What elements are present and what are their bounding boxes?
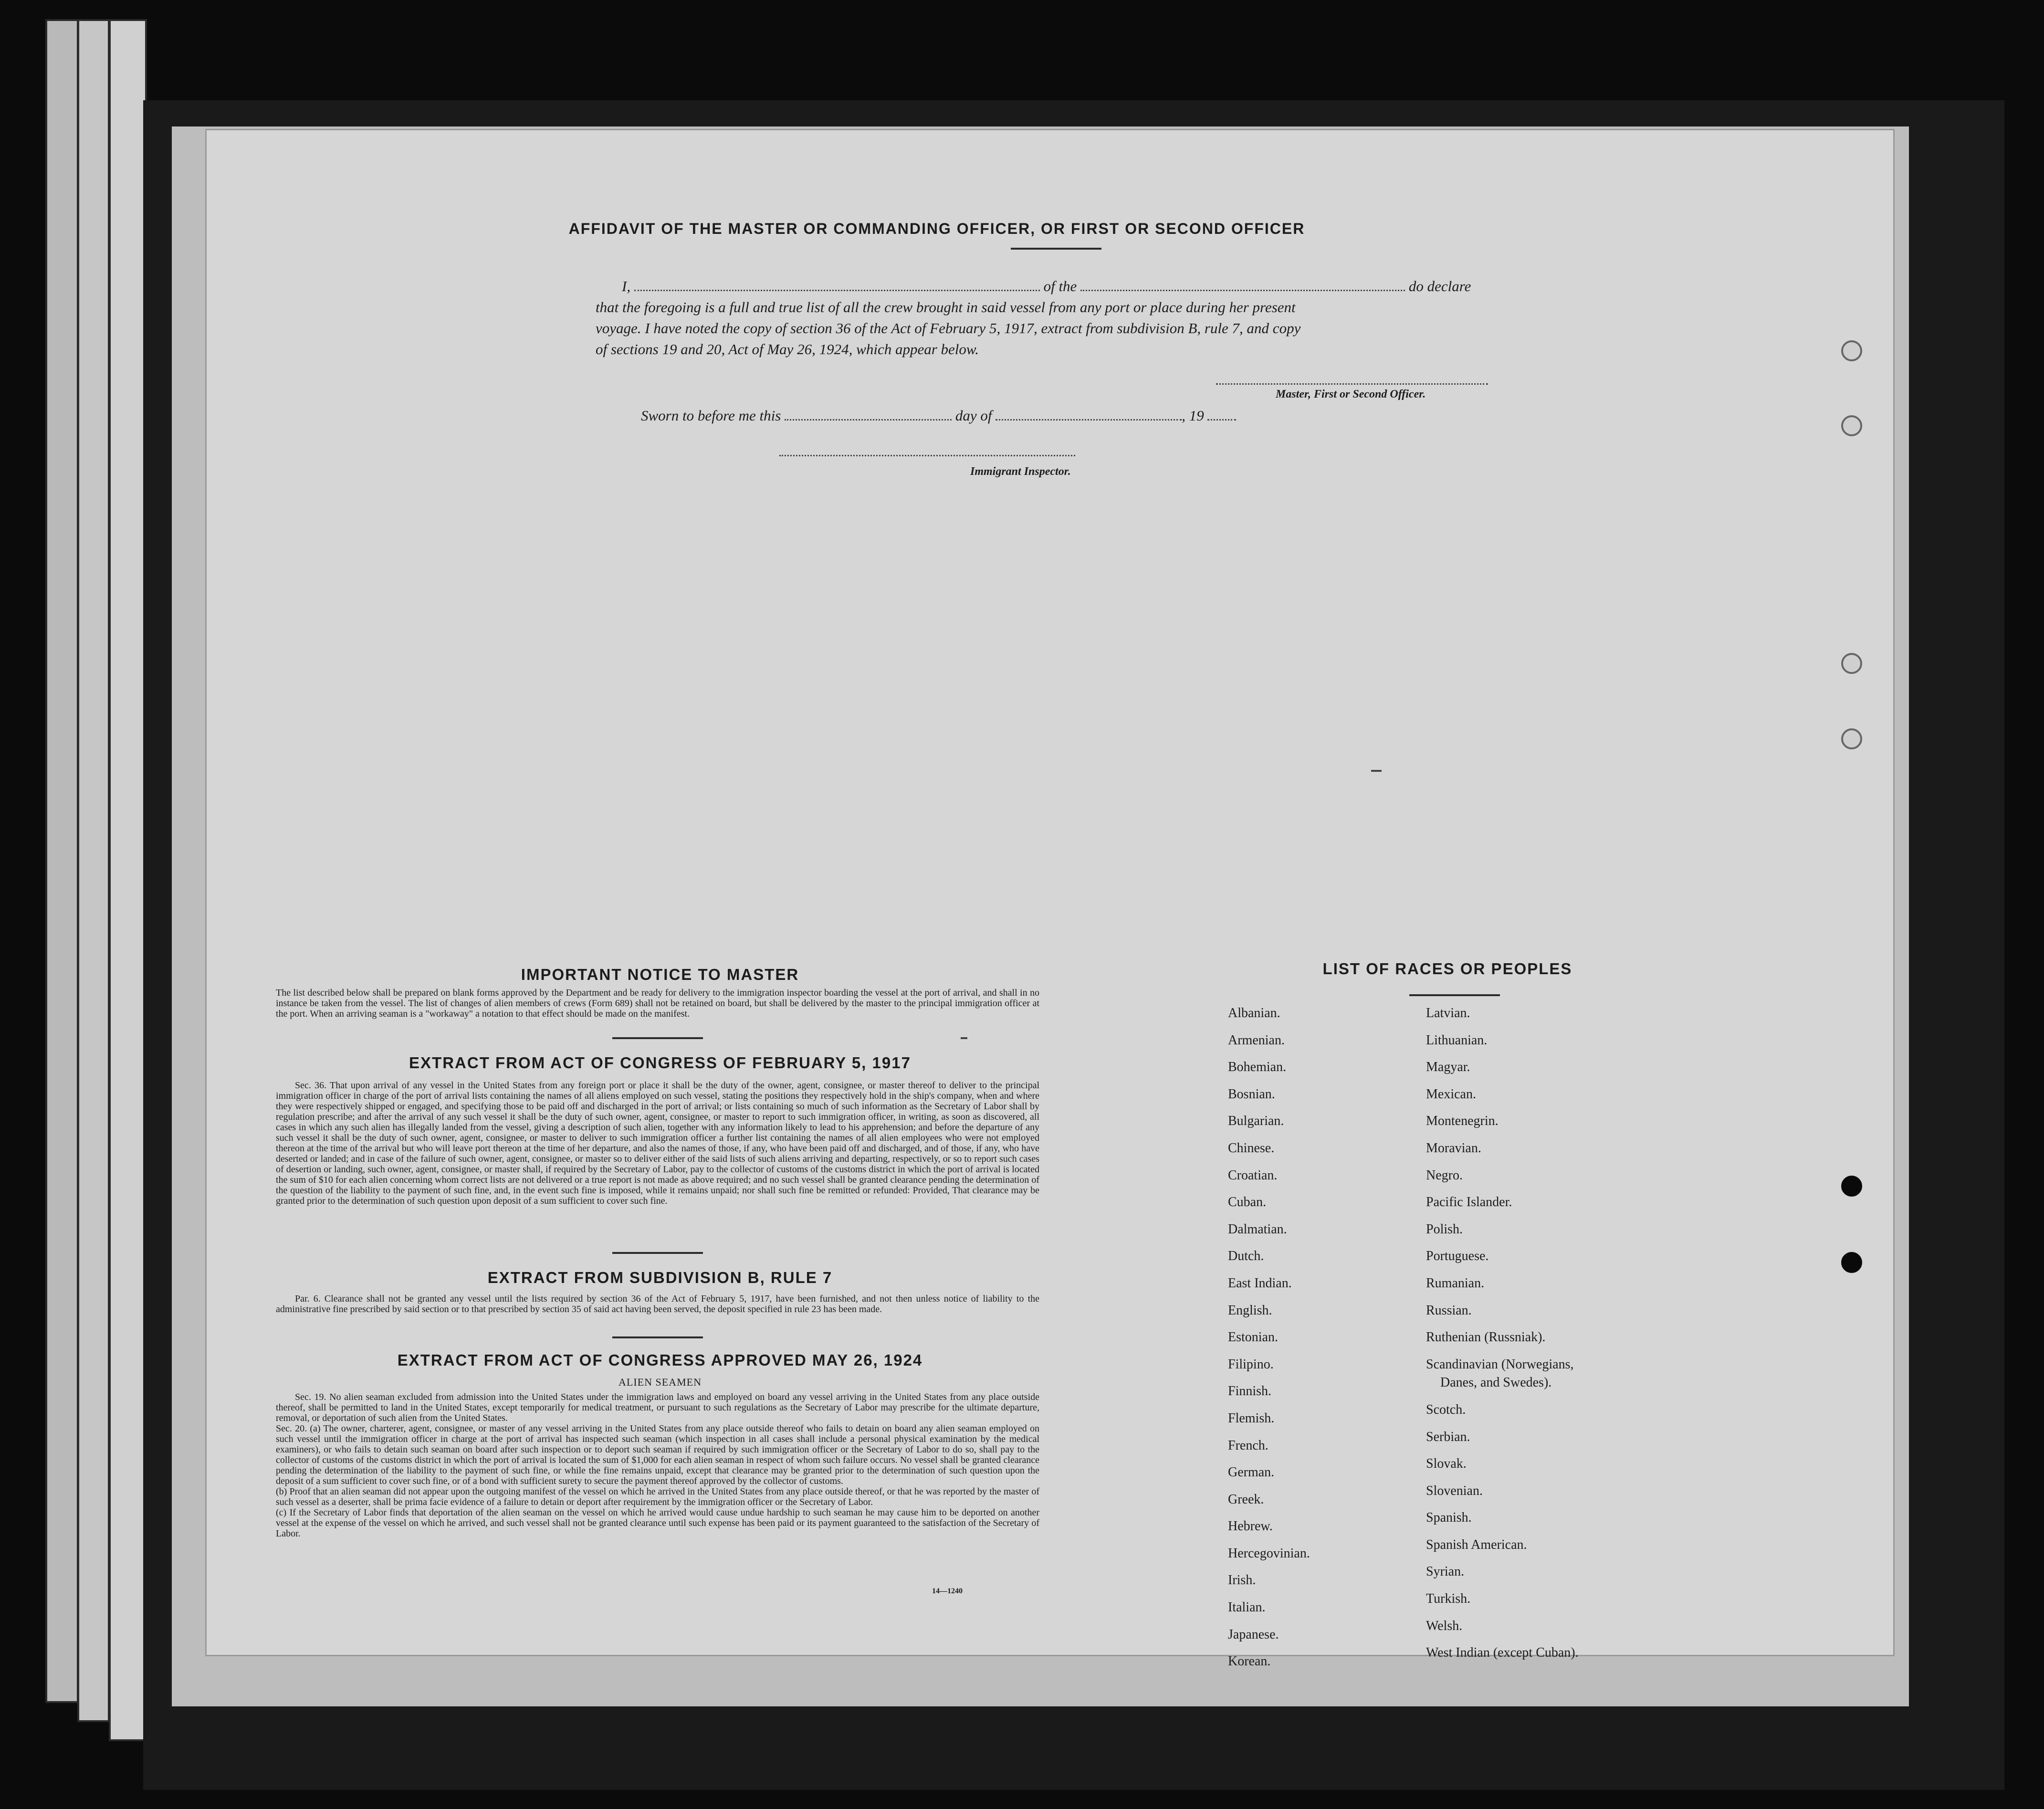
races-right-column bbox=[1426, 1000, 1665, 1667]
extract-rule7-body: Par. 6. Clearance shall not be granted any vessel until the lists required by section 36 of the Act of February 5, 1917, have been furnished, and not then unless notice of liability to the administrative fine prescribed by said section or to that prescribed by section 35 of said act having been served, the deposit specified in rule 23 has been made. bbox=[276, 1294, 1039, 1315]
race-item: Portuguese. bbox=[1426, 1249, 1489, 1264]
race-item: Bosnian. bbox=[1228, 1086, 1275, 1102]
race-item: Bohemian. bbox=[1228, 1060, 1287, 1075]
affidavit-divider bbox=[1011, 248, 1101, 250]
affidavit-line: that the foregoing is a full and true list of all the crew brought in said vessel from any port or place during her present bbox=[596, 299, 1296, 316]
affidavit-line: of sections 19 and 20, Act of May 26, 1924, which appear below. bbox=[596, 341, 979, 358]
race-item: Scotch. bbox=[1426, 1402, 1466, 1417]
race-item: Korean. bbox=[1228, 1654, 1271, 1669]
name-blank[interactable] bbox=[634, 290, 1040, 291]
race-item: Chinese. bbox=[1228, 1140, 1275, 1156]
year-label: , 19 bbox=[1182, 407, 1204, 424]
race-item: Filipino. bbox=[1228, 1357, 1274, 1372]
races-title: LIST OF RACES OR PEOPLES bbox=[1322, 960, 1572, 978]
race-item: German. bbox=[1228, 1465, 1275, 1480]
sworn-label: Sworn to before me this bbox=[641, 407, 781, 424]
extract-1917-title: EXTRACT FROM ACT OF CONGRESS OF FEBRUARY 5, 1917 bbox=[409, 1054, 911, 1072]
sworn-line bbox=[641, 407, 1236, 424]
race-item: Scandinavian (Norwegians, bbox=[1426, 1357, 1574, 1372]
race-item: Estonian. bbox=[1228, 1330, 1278, 1345]
race-item: Hercegovinian. bbox=[1228, 1546, 1310, 1561]
notice-body: The list described below shall be prepared on blank forms approved by the Department and be ready for delivery to the immigration inspector boarding the vessel at the port of arrival, and shall in no instance be taken from the vessel. The list of changes of alien members of crews (Form 689) shall not be retained on board, but shall be delivered by the master to the principal immigration officer at the port. When an arriving seaman is a "workaway" a notation to that effect should be made on the manifest. bbox=[276, 988, 1039, 1019]
signature-line[interactable] bbox=[1216, 383, 1488, 385]
race-item: Magyar. bbox=[1426, 1060, 1470, 1075]
inspector-label: Immigrant Inspector. bbox=[970, 465, 1071, 478]
race-item: Croatian. bbox=[1228, 1167, 1278, 1183]
binder-hole bbox=[1841, 340, 1862, 361]
inspector-signature-line[interactable] bbox=[779, 455, 1075, 456]
binder-hole bbox=[1841, 1176, 1862, 1197]
extract-1924-body: Sec. 19. No alien seaman excluded from admission into the United States under the immigration laws and employed on board any vessel arriving in the United States from any place outside thereof, shall be permitted to land in the United States, except temporarily for medical treatment, or pursuant to such regulations as the Secretary of Labor may prescribe for the ultimate departure, removal, or deportation of such alien from the United States. Sec. 20. (a) The owner, charterer, agent, consignee, or master of any vessel arriving in the United States from any place outside thereof who fails to detain on board any alien seaman employed on such vessel until the immigration officer in charge at the port of arrival has inspected such seaman (which inspection in all cases shall include a personal physical examination by the medical examiners), or who fails to detain such seaman on board after such inspection or to deport such seaman if required by such immigration officer or the Secretary of Labor to do so, shall pay to the collector of customs of the customs district in which the port of arrival is located the sum of $1,000 for each alien seaman in respect of whom such failure occurs. No vessel shall be granted clearance pending the determination of the liability to the payment of such fine, or while the fine remains unpaid, except that clearance may be granted prior to the determination of such question upon the deposit of a sum sufficient to cover such fine, or of a bond with sufficient surety to secure the payment thereof approved by the collector of customs. (b) Proof that an alien seaman did not appear upon the outgoing manifest of the vessel on which he arrived in the United States from any place outside thereof, or that he was reported by the master of such vessel as a deserter, shall be prima facie evidence of a failure to detain or deport after requirement by the immigration officer or the Secretary of Labor. (c) If the Secretary of Labor finds that deportation of the alien seaman on the vessel on which he arrived would cause undue hardship to such seaman he may cause him to be deported on another vessel at the expense of the vessel on which he arrived, and such vessel shall not be granted clearance until such expense has been paid or its payment guaranteed to the satisfaction of the Secretary of Labor. bbox=[276, 1392, 1039, 1539]
document-page bbox=[205, 129, 1895, 1669]
binder-hole bbox=[1841, 1252, 1862, 1273]
race-item: Moravian. bbox=[1426, 1140, 1481, 1156]
race-item: Irish. bbox=[1228, 1573, 1256, 1588]
race-item: Bulgarian. bbox=[1228, 1114, 1284, 1129]
race-item: Welsh. bbox=[1426, 1618, 1463, 1633]
race-item: Turkish. bbox=[1426, 1591, 1471, 1607]
binder-hole bbox=[1841, 653, 1862, 674]
race-item: Hebrew. bbox=[1228, 1519, 1273, 1534]
scan-mark bbox=[1371, 770, 1382, 772]
vessel-blank[interactable] bbox=[1080, 290, 1405, 291]
race-item: Latvian. bbox=[1426, 1006, 1470, 1020]
sworn-day-blank[interactable] bbox=[785, 419, 952, 421]
notice-divider bbox=[612, 1037, 703, 1039]
race-item: Spanish American. bbox=[1426, 1537, 1527, 1552]
of-the-label: of the bbox=[1043, 278, 1077, 294]
race-item: Montenegrin. bbox=[1426, 1114, 1499, 1129]
races-left-column bbox=[1228, 1000, 1419, 1675]
extract-1917-divider bbox=[612, 1252, 703, 1254]
signature-label: Master, First or Second Officer. bbox=[1276, 388, 1426, 400]
races-divider bbox=[1409, 994, 1500, 996]
binder-hole bbox=[1841, 728, 1862, 749]
do-declare-label: do declare bbox=[1408, 278, 1471, 294]
race-item: Mexican. bbox=[1426, 1086, 1476, 1102]
notice-title: IMPORTANT NOTICE TO MASTER bbox=[521, 966, 799, 983]
race-item: East Indian. bbox=[1228, 1275, 1292, 1291]
race-item: Danes, and Swedes). bbox=[1440, 1375, 1552, 1390]
race-item: West Indian (except Cuban). bbox=[1426, 1645, 1579, 1661]
binder-strip bbox=[109, 19, 147, 1741]
race-item: Rumanian. bbox=[1426, 1275, 1485, 1291]
affidavit-text bbox=[596, 276, 1550, 360]
race-item: Japanese. bbox=[1228, 1627, 1279, 1642]
scan-mark bbox=[961, 1037, 967, 1039]
race-item: Flemish. bbox=[1228, 1410, 1275, 1426]
i-label: I, bbox=[622, 278, 631, 294]
race-item: Polish. bbox=[1426, 1221, 1463, 1237]
sworn-month-blank[interactable] bbox=[996, 419, 1182, 421]
extract-rule7-title: EXTRACT FROM SUBDIVISION B, RULE 7 bbox=[487, 1269, 833, 1286]
extract-1917-body: Sec. 36. That upon arrival of any vessel in the United States from any foreign port or place it shall be the duty of the owner, agent, consignee, or master thereof to deliver to the principal immigration officer in charge of the port of arrival lists containing the names of all aliens employed on such vessel, stating the positions they respectively hold in the ship's company, when and where they were respectively shipped or engaged, and specifying those to be paid off and discharged in the port of arrival; or lists containing so much of such information as the Secretary of Labor shall by regulation prescribe; and after the arrival of any such vessel it shall be the duty of such owner, agent, consignee, or master to report to such immigration officer, in writing, as soon as discovered, all cases in which any such alien has illegally landed from the vessel, giving a description of such alien, together with any information likely to lead to his apprehension; and before the departure of any such vessel it shall be the duty of such owner, agent, consignee, or master to deliver to such immigration officer a further list containing the names of all alien employees who were not employed thereon at the time of the arrival but who will leave port thereon at the time of her departure, and also the names of those, if any, who have been paid off and discharged, and of those, if any, who have deserted or landed; and in case of the failure of such owner, agent, consignee, or master so to deliver either of the said lists of such aliens arriving and departing, respectively, or so to report such cases of desertion or landing, such owner, agent, consignee, or master shall, if required by the Secretary of Labor, pay to the collector of customs of the customs district in which the port of arrival is located the sum of $10 for each alien concerning whom correct lists are not delivered or a true report is not made as above required; and no such vessel shall be granted clearance pending the determination of the question of the liability to the payment of such fine, and, in the event such fine is imposed, while it remains unpaid; nor shall such fine be remitted or refunded: Provided, That clearance may be granted prior to the determination of such question upon deposit of a sum sufficient to cover such fine. bbox=[276, 1080, 1039, 1206]
extract-1924-subtitle: ALIEN SEAMEN bbox=[618, 1376, 702, 1388]
race-item: Finnish. bbox=[1228, 1384, 1272, 1399]
race-item: Pacific Islander. bbox=[1426, 1195, 1512, 1210]
race-item: Slovak. bbox=[1426, 1456, 1467, 1472]
extract-rule7-divider bbox=[612, 1336, 703, 1338]
race-item: Albanian. bbox=[1228, 1006, 1280, 1020]
race-item: Slovenian. bbox=[1426, 1483, 1483, 1498]
race-item: Greek. bbox=[1228, 1492, 1264, 1507]
sworn-year-blank[interactable] bbox=[1207, 419, 1236, 421]
race-item: English. bbox=[1228, 1303, 1272, 1318]
day-of-label: day of bbox=[955, 407, 992, 424]
race-item: Ruthenian (Russniak). bbox=[1426, 1330, 1546, 1345]
race-item: French. bbox=[1228, 1438, 1268, 1453]
race-item: Dutch. bbox=[1228, 1249, 1264, 1264]
race-item: Russian. bbox=[1426, 1303, 1472, 1318]
binder-strip bbox=[77, 19, 110, 1722]
race-item: Serbian. bbox=[1426, 1429, 1470, 1444]
race-item: Dalmatian. bbox=[1228, 1221, 1287, 1237]
race-item: Armenian. bbox=[1228, 1032, 1285, 1048]
race-item: Syrian. bbox=[1426, 1564, 1465, 1579]
form-number: 14—1240 bbox=[932, 1587, 963, 1595]
affidavit-title: AFFIDAVIT OF THE MASTER OR COMMANDING OFFICER, OR FIRST OR SECOND OFFICER bbox=[568, 220, 1305, 237]
binder-strip bbox=[45, 19, 79, 1703]
race-item: Cuban. bbox=[1228, 1195, 1267, 1210]
race-item: Negro. bbox=[1426, 1167, 1463, 1183]
race-item: Italian. bbox=[1228, 1600, 1266, 1615]
extract-1924-title: EXTRACT FROM ACT OF CONGRESS APPROVED MAY 26, 1924 bbox=[397, 1351, 923, 1369]
affidavit-line: voyage. I have noted the copy of section 36 of the Act of February 5, 1917, extract from subdivision B, rule 7, and copy bbox=[596, 320, 1301, 337]
binder-hole bbox=[1841, 415, 1862, 436]
race-item: Lithuanian. bbox=[1426, 1032, 1488, 1048]
race-item: Spanish. bbox=[1426, 1510, 1472, 1525]
